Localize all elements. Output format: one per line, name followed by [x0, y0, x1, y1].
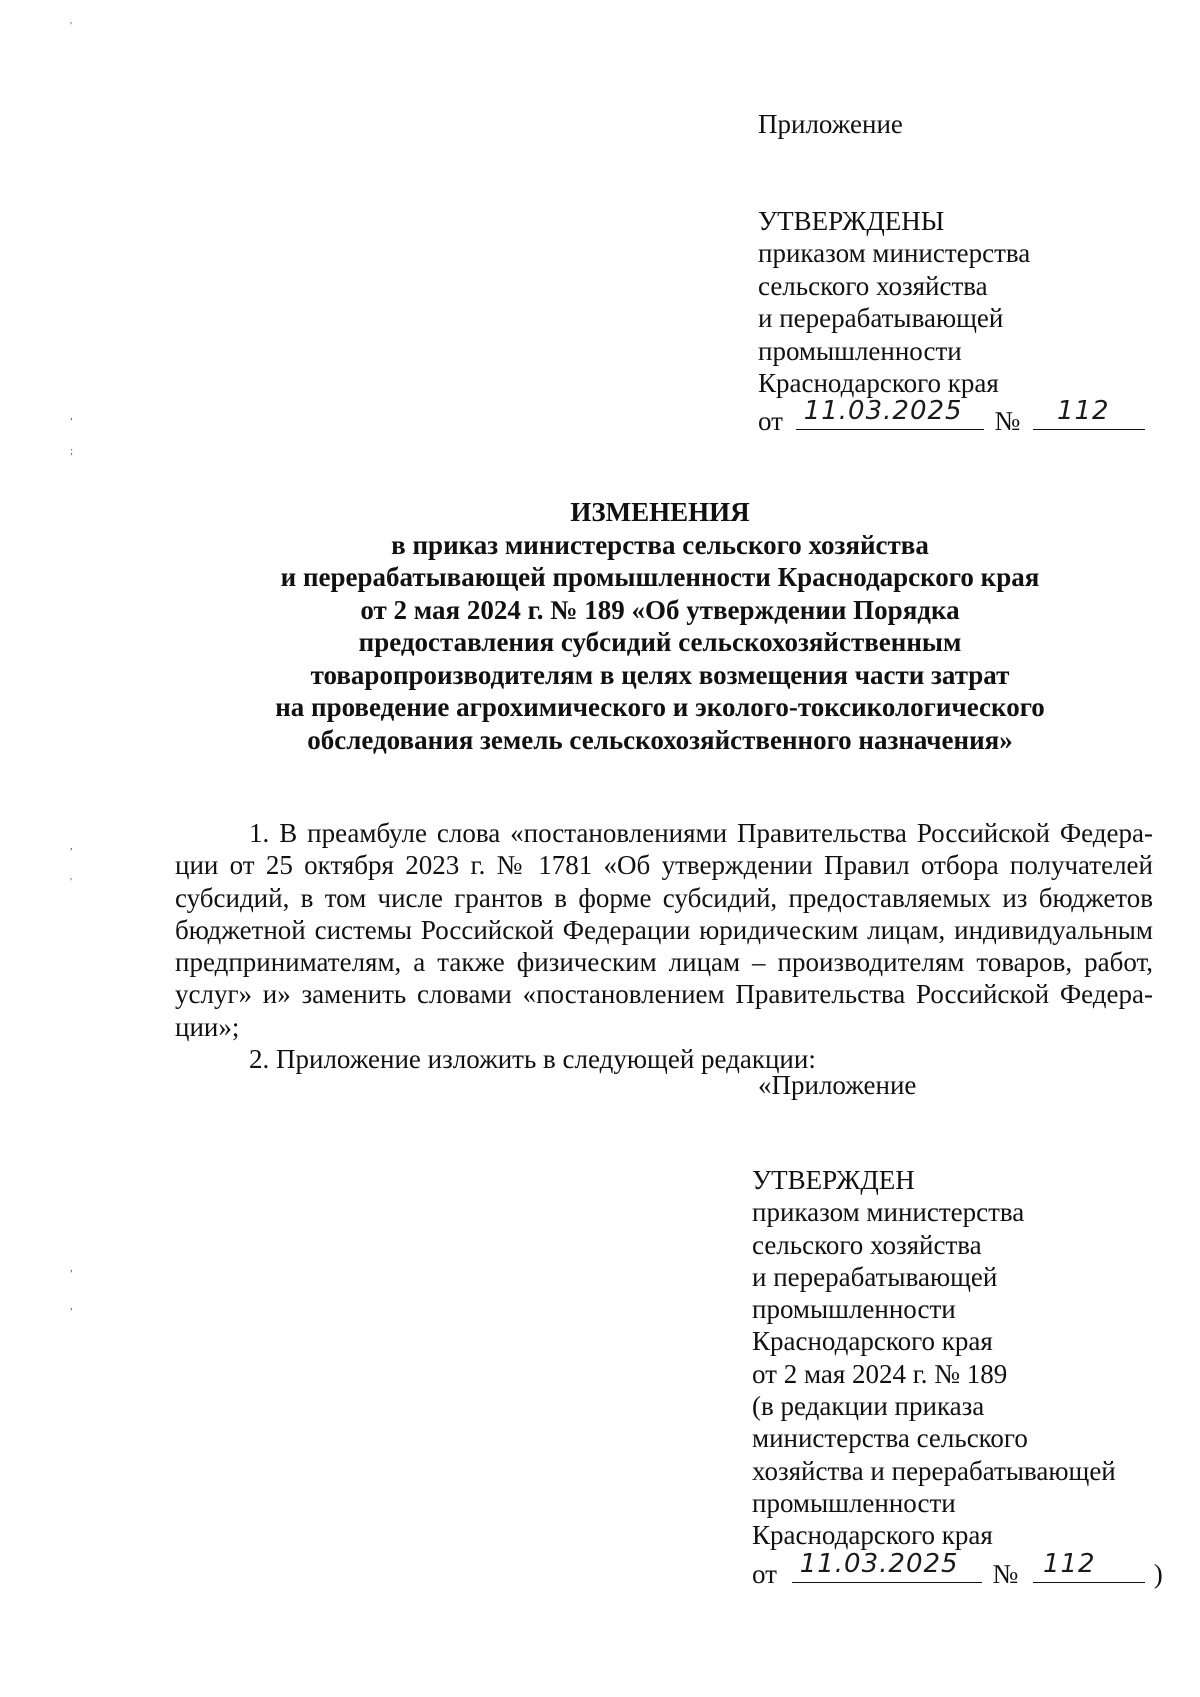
document-body: [175, 817, 1153, 1075]
scan-mark: ,: [70, 840, 73, 852]
paragraph-line: 1. В преамбуле слова «постановлениями Правительства Российской Федера-: [249, 818, 1153, 848]
approval-block: [758, 205, 1145, 437]
approval2-line: промышленности: [752, 1294, 956, 1325]
approval-date-row: [758, 396, 1145, 437]
number-label: №: [994, 406, 1021, 437]
approval2-line: сельского хозяйства: [752, 1229, 982, 1260]
appendix-label: Приложение: [758, 109, 903, 139]
approval2-line: от 2 мая 2024 г. № 189: [752, 1358, 1008, 1389]
paragraph-2: 2. Приложение изложить в следующей редакции:: [249, 1044, 816, 1075]
paragraph-line: предпринимателям, а также физическим лицам – производителям товаров, работ,: [175, 947, 1153, 978]
scan-mark: ;: [70, 445, 74, 457]
approval2-line: Краснодарского края: [752, 1520, 993, 1551]
approval2-line: хозяйства и перерабатывающей: [752, 1455, 1116, 1486]
scan-mark: ': [70, 20, 72, 32]
appendix2-label: «Приложение: [758, 1070, 917, 1100]
scan-mark: ': [70, 876, 72, 888]
title-line: от 2 мая 2024 г. № 189 «Об утверждении Порядка: [360, 594, 960, 625]
handwritten-date: 11.03.2025: [799, 1548, 959, 1579]
date-field: [792, 1548, 982, 1583]
title-line: товаропроизводителям в целях возмещения части затрат: [310, 659, 1010, 690]
approval-line: сельского хозяйства: [758, 270, 988, 301]
number-field: [1033, 1548, 1145, 1583]
number-label: №: [992, 1558, 1019, 1589]
paragraph-line: субсидий, в том числе грантов в форме субсидий, предоставляемых из бюджетов: [175, 882, 1153, 913]
approval-line: промышленности: [758, 335, 962, 366]
title-line: предоставления субсидий сельскохозяйственным: [358, 627, 962, 657]
title-heading: ИЗМЕНЕНИЯ: [570, 497, 750, 527]
date-field: [796, 396, 984, 430]
scan-mark: ,: [70, 1300, 73, 1312]
handwritten-number: 112: [1042, 1548, 1096, 1579]
date-prefix: от: [758, 406, 783, 437]
paragraph-line: услуг» и» заменить словами «постановлением Правительства Российской Федера-: [175, 979, 1153, 1010]
approval2-date-row: [752, 1548, 1163, 1589]
scan-mark: ,: [70, 410, 73, 422]
title-line: и перерабатывающей промышленности Краснодарского края: [280, 562, 1040, 592]
date-prefix: от: [752, 1558, 777, 1589]
document-title: [240, 496, 1080, 756]
handwritten-date: 11.03.2025: [803, 396, 963, 427]
paragraph-line: ции от 25 октября 2023 г. № 1781 «Об утверждении Правил отбора получателей: [175, 850, 1153, 881]
approval-line: и перерабатывающей: [758, 303, 1004, 334]
approval2-line: Краснодарского края: [752, 1326, 993, 1357]
approval2-title: УТВЕРЖДЕН: [752, 1165, 915, 1195]
paragraph-line: бюджетной системы Российской Федерации юридическим лицам, индивидуальным: [175, 914, 1153, 945]
number-field: [1033, 396, 1145, 430]
title-line: в приказ министерства сельского хозяйства: [391, 529, 929, 560]
approval2-line: министерства сельского: [752, 1423, 1028, 1454]
approval2-line: (в редакции приказа: [752, 1391, 985, 1422]
title-line: обследования земель сельскохозяйственного назначения»: [307, 724, 1013, 755]
approval2-line: и перерабатывающей: [752, 1261, 998, 1292]
approval-line: приказом министерства: [758, 238, 1031, 269]
approval-line: Краснодарского края: [758, 367, 999, 398]
closing-paren: ): [1153, 1558, 1163, 1589]
approval-title: УТВЕРЖДЕНЫ: [758, 206, 945, 236]
scan-mark: ,: [70, 1262, 73, 1274]
approval2-line: промышленности: [752, 1487, 956, 1518]
title-line: на проведение агрохимического и эколого-токсикологического: [275, 692, 1045, 722]
approval2-block: [752, 1164, 1163, 1589]
handwritten-number: 112: [1056, 396, 1110, 427]
paragraph-line: ции»;: [175, 1011, 240, 1042]
approval2-line: приказом министерства: [752, 1197, 1025, 1228]
